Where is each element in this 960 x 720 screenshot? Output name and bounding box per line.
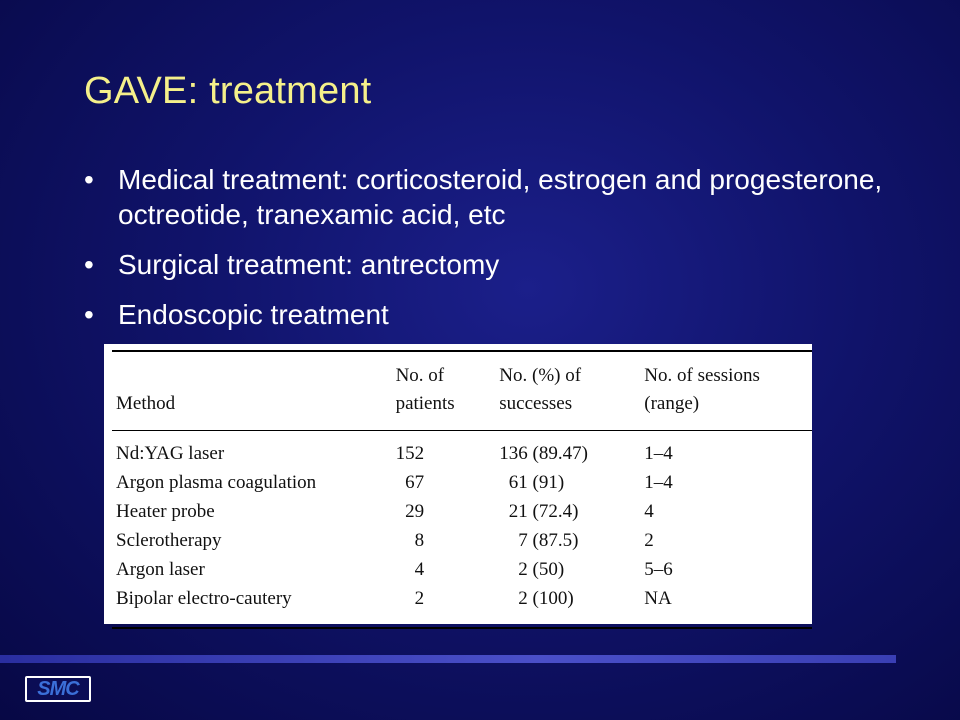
header-method xyxy=(112,351,392,431)
header-text: successes xyxy=(499,393,573,414)
cell-sessions: 1–4 xyxy=(644,442,673,464)
treatment-table-image xyxy=(104,344,812,624)
bullet-text: Surgical treatment: antrectomy xyxy=(118,249,500,280)
bullet-item xyxy=(84,162,884,232)
slide-title: GAVE: treatment xyxy=(84,70,372,112)
cell-sessions: 4 xyxy=(644,500,654,522)
cell-successes: 7 (87.5) xyxy=(499,529,579,551)
cell-sessions: 1–4 xyxy=(644,471,673,493)
cell-method: Bipolar electro-cautery xyxy=(116,587,292,609)
cell-method: Argon laser xyxy=(116,558,205,580)
cell-sessions: NA xyxy=(644,587,672,609)
cell-method: Nd:YAG laser xyxy=(116,442,225,464)
treatment-table xyxy=(112,350,812,629)
footer-divider-bar xyxy=(0,655,896,663)
header-text: (range) xyxy=(644,393,700,414)
cell-method: Argon plasma coagulation xyxy=(116,471,317,493)
header-successes xyxy=(495,351,640,431)
bullet-marker: • xyxy=(84,164,94,195)
cell-successes: 21 (72.4) xyxy=(499,500,579,522)
header-text: No. of sessions xyxy=(644,365,760,386)
header-sessions xyxy=(640,351,812,431)
table-row xyxy=(112,526,812,555)
cell-method: Sclerotherapy xyxy=(116,529,222,551)
table-row xyxy=(112,584,812,628)
cell-sessions: 5–6 xyxy=(644,558,673,580)
cell-patients: 29 xyxy=(395,500,425,522)
header-text: No. (%) of xyxy=(499,365,582,386)
bullet-item xyxy=(84,247,884,282)
cell-patients: 2 xyxy=(395,587,425,609)
table-row xyxy=(112,468,812,497)
table-row xyxy=(112,431,812,469)
bullet-marker: • xyxy=(84,299,94,330)
bullet-item xyxy=(84,297,884,332)
cell-successes: 136 (89.47) xyxy=(499,442,588,464)
cell-patients: 4 xyxy=(395,558,425,580)
cell-method: Heater probe xyxy=(116,500,215,522)
header-text: Method xyxy=(116,393,176,414)
cell-successes: 61 (91) xyxy=(499,471,565,493)
table-row xyxy=(112,555,812,584)
header-text: patients xyxy=(395,393,455,414)
cell-successes: 2 (50) xyxy=(499,558,565,580)
header-text: No. of xyxy=(395,365,445,386)
bullet-text: Medical treatment: corticosteroid, estrogen and progesterone, octreotide, tranexamic acid, etc xyxy=(118,164,883,230)
smc-logo: SMC xyxy=(25,676,91,702)
table-header-row xyxy=(112,351,812,431)
cell-patients: 8 xyxy=(395,529,425,551)
bullet-marker: • xyxy=(84,249,94,280)
cell-sessions: 2 xyxy=(644,529,654,551)
cell-patients: 152 xyxy=(395,442,425,464)
bullet-text: Endoscopic treatment xyxy=(118,299,389,330)
bullet-list xyxy=(84,162,884,347)
cell-patients: 67 xyxy=(395,471,425,493)
table-row xyxy=(112,497,812,526)
cell-successes: 2 (100) xyxy=(499,587,574,609)
header-patients xyxy=(392,351,496,431)
